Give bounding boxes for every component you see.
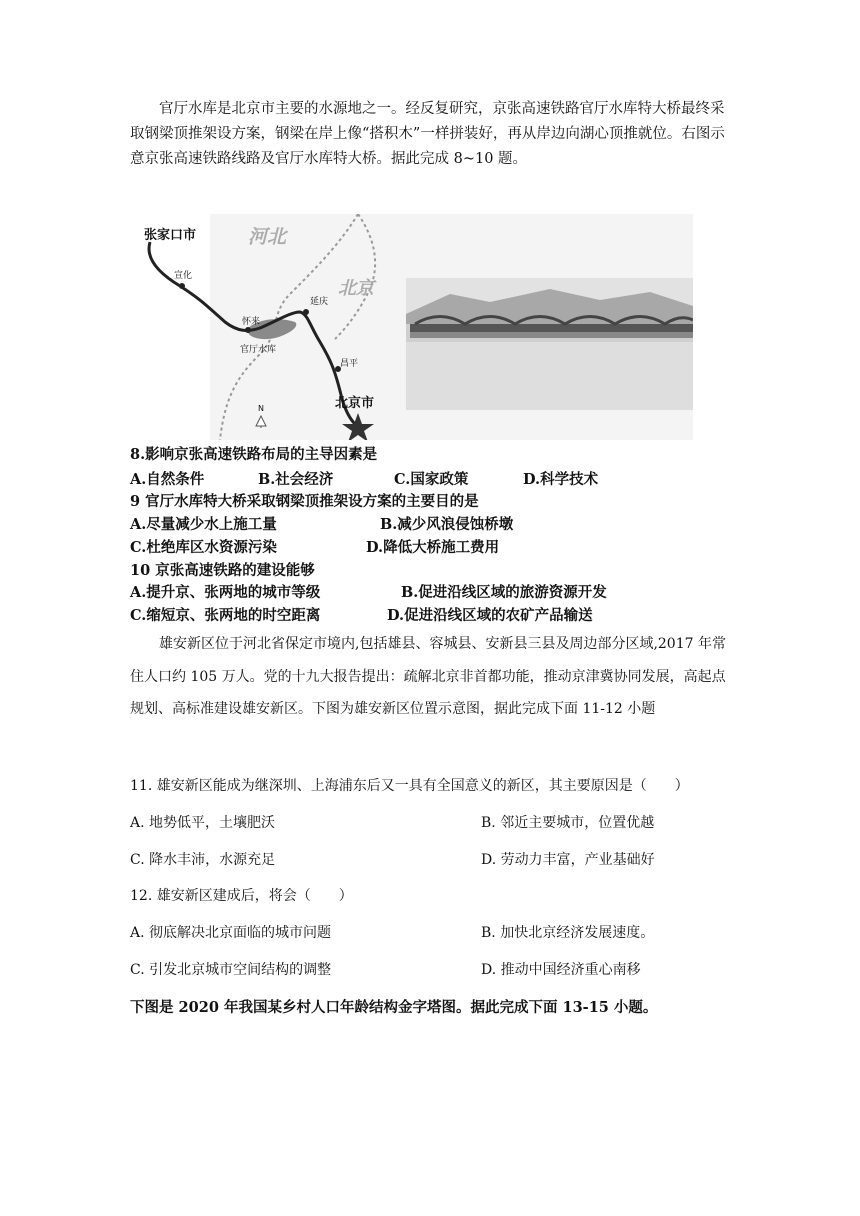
q10-option-b[interactable]: B.促进沿线区域的旅游资源开发 — [401, 584, 607, 601]
q10-option-d[interactable]: D.促进沿线区域的农矿产品输送 — [387, 607, 593, 624]
label-xuanhua: 宣化 — [174, 271, 193, 281]
q12-option-b[interactable]: B. 加快北京经济发展速度。 — [481, 925, 655, 941]
q12-option-c[interactable]: C. 引发北京城市空间结构的调整 — [130, 962, 332, 978]
q8-option-c[interactable]: C.国家政策 — [394, 471, 469, 488]
q11-option-d[interactable]: D. 劳动力丰富，产业基础好 — [481, 852, 655, 868]
q10-stem: 10 京张高速铁路的建设能够 — [130, 562, 315, 579]
label-huailai: 怀来 — [242, 317, 261, 327]
q8-option-d[interactable]: D.科学技术 — [523, 471, 599, 488]
q12-stem: 12. 雄安新区建成后，将会（ ） — [130, 888, 353, 904]
label-yanqing: 延庆 — [310, 297, 329, 307]
label-beijing-region: 北京 — [338, 278, 374, 299]
q9-stem: 9 官厅水库特大桥采取钢梁顶推架设方案的主要目的是 — [130, 493, 479, 510]
q11-stem: 11. 雄安新区能成为继深圳、上海浦东后又一具有全国意义的新区，其主要原因是（ ） — [130, 778, 689, 794]
q11-option-a[interactable]: A. 地势低平，土壤肥沃 — [130, 815, 276, 831]
intro-paragraph-1: 官厅水库是北京市主要的水源地之一。经反复研究，京张高速铁路官厅水库特大桥最终采取钢梁顶推架设方案，钢梁在岸上像“搭积木”一样拼装好，再从岸边向湖心顶推就位。右图示意京张高速铁路线路及官厅水库特大桥。据此完成 8~10 题。 — [130, 101, 725, 167]
q10-option-c[interactable]: C.缩短京、张两地的时空距离 — [130, 607, 321, 624]
figure-map-and-bridge — [130, 214, 693, 440]
q9-option-b[interactable]: B.减少风浪侵蚀桥墩 — [380, 516, 514, 533]
label-changping: 昌平 — [340, 359, 359, 369]
q11-option-c[interactable]: C. 降水丰沛，水源充足 — [130, 852, 276, 868]
intro-paragraph-2: 雄安新区位于河北省保定市境内,包括雄县、容城县、安新县三县及周边部分区域,2017 年常住人口约 105 万人。党的十九大报告提出：疏解北京非首都功能，推动京津冀协同发展，高起点规划、高标准建设雄安新区。下图为雄安新区位置示意图，据此完成下面 11-12 小题 — [130, 636, 726, 717]
q10-option-a[interactable]: A.提升京、张两地的城市等级 — [130, 584, 321, 601]
q8-option-b[interactable]: B.社会经济 — [258, 471, 334, 488]
q9-option-d[interactable]: D.降低大桥施工费用 — [366, 539, 500, 556]
q9-option-a[interactable]: A.尽量减少水上施工量 — [130, 516, 277, 533]
q11-option-b[interactable]: B. 邻近主要城市，位置优越 — [481, 815, 655, 831]
label-beijing-city: 北京市 — [335, 396, 375, 411]
q9-option-c[interactable]: C.杜绝库区水资源污染 — [130, 539, 277, 556]
label-hebei: 河北 — [248, 226, 287, 248]
q12-option-d[interactable]: D. 推动中国经济重心南移 — [481, 962, 641, 978]
route-map — [130, 214, 693, 440]
closing-instruction: 下图是 2020 年我国某乡村人口年龄结构金字塔图。据此完成下面 13-15 小题。 — [130, 999, 658, 1016]
q8-option-a[interactable]: A.自然条件 — [130, 471, 205, 488]
q12-option-a[interactable]: A. 彻底解决北京面临的城市问题 — [130, 925, 332, 941]
label-north: N — [258, 404, 264, 413]
label-guanting: 官厅水库 — [240, 345, 277, 355]
label-zhangjiakou: 张家口市 — [144, 228, 197, 243]
q8-stem: 8.影响京张高速铁路布局的主导因素是 — [130, 446, 378, 463]
